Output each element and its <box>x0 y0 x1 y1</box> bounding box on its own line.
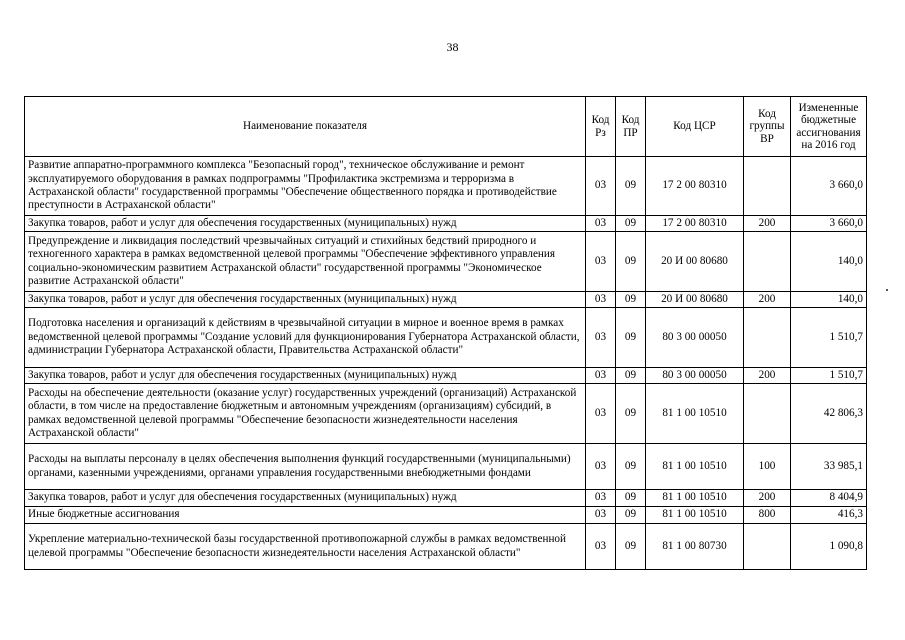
table-row <box>25 308 867 368</box>
row-amount: 1 090,8 <box>791 524 867 570</box>
header-vr: Код группы ВР <box>744 97 791 157</box>
row-name: Закупка товаров, работ и услуг для обеспечения государственных (муниципальных) нужд <box>25 490 586 507</box>
row-vr <box>744 232 791 292</box>
page-number: 38 <box>446 40 459 54</box>
row-rz: 03 <box>586 444 616 490</box>
row-vr <box>744 308 791 368</box>
row-name: Закупка товаров, работ и услуг для обеспечения государственных (муниципальных) нужд <box>25 216 586 232</box>
row-rz: 03 <box>586 524 616 570</box>
stray-dot <box>886 289 888 291</box>
budget-table <box>24 96 867 570</box>
table-row <box>25 157 867 216</box>
row-csr: 17 2 00 80310 <box>646 157 744 216</box>
row-rz: 03 <box>586 384 616 444</box>
row-pr: 09 <box>616 490 646 507</box>
row-vr: 200 <box>744 216 791 232</box>
table-row <box>25 368 867 384</box>
row-amount: 33 985,1 <box>791 444 867 490</box>
row-vr: 100 <box>744 444 791 490</box>
row-vr <box>744 384 791 444</box>
row-rz: 03 <box>586 308 616 368</box>
row-name: Укрепление материально-технической базы государственной противопожарной службы в рамках ведомственной целевой программы "Обеспечение безопасности жизнедеятельности населения Астраханской области" <box>25 524 586 570</box>
row-rz: 03 <box>586 216 616 232</box>
row-pr: 09 <box>616 232 646 292</box>
row-amount: 3 660,0 <box>791 216 867 232</box>
row-csr: 81 1 00 80730 <box>646 524 744 570</box>
row-rz: 03 <box>586 292 616 308</box>
row-pr: 09 <box>616 216 646 232</box>
row-csr: 81 1 00 10510 <box>646 507 744 524</box>
row-pr: 09 <box>616 444 646 490</box>
row-csr: 80 3 00 00050 <box>646 308 744 368</box>
row-amount: 140,0 <box>791 292 867 308</box>
header-pr: Код ПР <box>616 97 646 157</box>
row-rz: 03 <box>586 157 616 216</box>
table-row <box>25 490 867 507</box>
row-name: Иные бюджетные ассигнования <box>25 507 586 524</box>
row-amount: 140,0 <box>791 232 867 292</box>
row-pr: 09 <box>616 507 646 524</box>
row-rz: 03 <box>586 507 616 524</box>
table-row <box>25 384 867 444</box>
row-vr: 200 <box>744 292 791 308</box>
row-csr: 20 И 00 80680 <box>646 232 744 292</box>
row-amount: 1 510,7 <box>791 368 867 384</box>
table-row <box>25 507 867 524</box>
row-name: Развитие аппаратно-программного комплекса "Безопасный город", техническое обслуживание и ремонт эксплуатируемого оборудования в рамках подпрограммы "Профилактика экстремизма и терроризма в Астраханской области" государственной программы "Обеспечение общественного порядка и противодействие преступности в Астраханской области" <box>25 157 586 216</box>
row-amount: 3 660,0 <box>791 157 867 216</box>
row-csr: 80 3 00 00050 <box>646 368 744 384</box>
row-amount: 42 806,3 <box>791 384 867 444</box>
header-csr: Код ЦСР <box>646 97 744 157</box>
row-name: Расходы на обеспечение деятельности (оказание услуг) государственных учреждений (организаций) Астраханской области, в том числе на предоставление бюджетным и автономным учреждениям (организациям) субсидий, в рамках ведомственной целевой программы "Обеспечение безопасности жизнедеятельности населения Астраханской области" <box>25 384 586 444</box>
row-pr: 09 <box>616 308 646 368</box>
row-vr: 200 <box>744 368 791 384</box>
row-pr: 09 <box>616 157 646 216</box>
row-vr <box>744 524 791 570</box>
row-rz: 03 <box>586 490 616 507</box>
header-row <box>25 97 867 157</box>
table-row <box>25 524 867 570</box>
row-name: Закупка товаров, работ и услуг для обеспечения государственных (муниципальных) нужд <box>25 292 586 308</box>
row-csr: 81 1 00 10510 <box>646 384 744 444</box>
row-pr: 09 <box>616 524 646 570</box>
row-rz: 03 <box>586 232 616 292</box>
row-name: Закупка товаров, работ и услуг для обеспечения государственных (муниципальных) нужд <box>25 368 586 384</box>
header-rz: Код Рз <box>586 97 616 157</box>
row-name: Подготовка населения и организаций к действиям в чрезвычайной ситуации в мирное и военное время в рамках ведомственной целевой программы "Создание условий для функционирования Губернатора Астраханской области, администрации Губернатора Астраханской области, Правительства Астраханской области" <box>25 308 586 368</box>
table-row <box>25 292 867 308</box>
row-amount: 416,3 <box>791 507 867 524</box>
row-amount: 1 510,7 <box>791 308 867 368</box>
row-vr: 200 <box>744 490 791 507</box>
header-amount: Измененные бюджетные ассигнования на 2016 год <box>791 97 867 157</box>
row-vr <box>744 157 791 216</box>
table-row <box>25 444 867 490</box>
row-amount: 8 404,9 <box>791 490 867 507</box>
row-csr: 81 1 00 10510 <box>646 444 744 490</box>
row-pr: 09 <box>616 292 646 308</box>
table-row <box>25 232 867 292</box>
header-name: Наименование показателя <box>25 97 586 157</box>
row-csr: 20 И 00 80680 <box>646 292 744 308</box>
row-csr: 17 2 00 80310 <box>646 216 744 232</box>
row-pr: 09 <box>616 384 646 444</box>
row-pr: 09 <box>616 368 646 384</box>
row-name: Предупреждение и ликвидация последствий чрезвычайных ситуаций и стихийных бедствий природного и техногенного характера в рамках ведомственной целевой программы "Обеспечение эффективного управления социально-экономическим развитием Астраханской области" государственной программы "Экономическое развитие Астраханской области" <box>25 232 586 292</box>
row-csr: 81 1 00 10510 <box>646 490 744 507</box>
row-rz: 03 <box>586 368 616 384</box>
row-vr: 800 <box>744 507 791 524</box>
row-name: Расходы на выплаты персоналу в целях обеспечения выполнения функций государственными (муниципальными) органами, казенными учреждениями, органами управления государственными внебюджетными фондами <box>25 444 586 490</box>
table-row <box>25 216 867 232</box>
